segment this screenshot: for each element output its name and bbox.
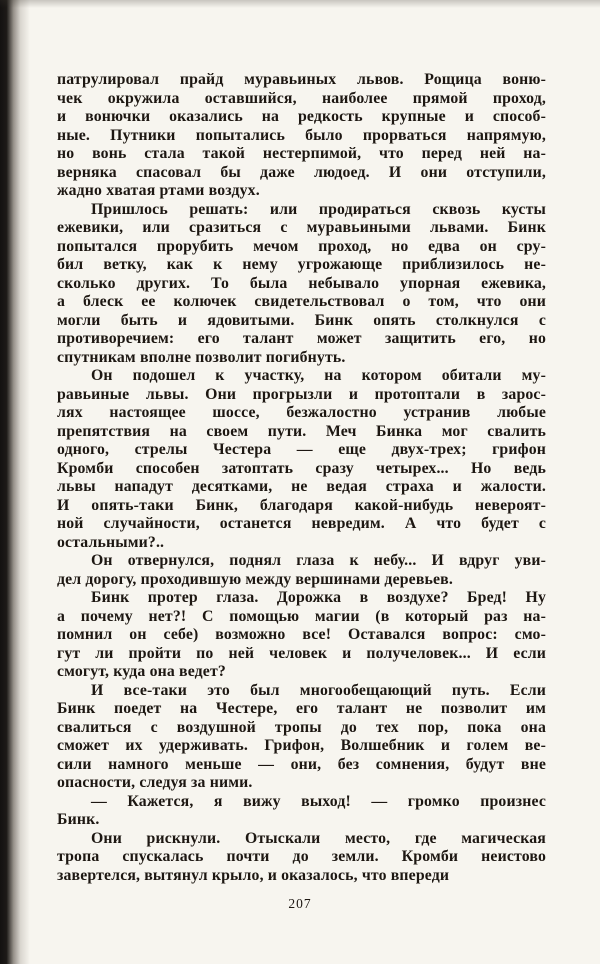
text-line: Они рискнули. Отыскали место, где магическая <box>91 829 546 847</box>
text-line: спутникам вполне позволит погибнуть. <box>57 348 346 366</box>
paragraph <box>57 552 546 589</box>
text-line: дел дорогу, проходившую между вершинами деревьев. <box>57 570 453 588</box>
text-line: и вонючки оказались на редкость крупные и способ- <box>57 108 546 125</box>
scan-top-shadow <box>0 0 600 8</box>
paragraph <box>57 201 546 368</box>
text-line: гут ли пройти по ней человек и получеловек... И если <box>57 644 546 662</box>
text-line: И все-таки это был многообещающий путь. Если <box>91 681 546 699</box>
paragraph <box>57 367 546 552</box>
text-line: смогут, куда она ведет? <box>57 663 226 680</box>
text-line: Кромби способен затоптать сразу четырех... Но ведь <box>57 459 546 477</box>
text-line: остальными?.. <box>57 533 165 551</box>
page-number: 207 <box>288 896 312 911</box>
text-line: сили намного меньше — они, без сомнения, будут вне <box>57 755 546 773</box>
text-line: завертелся, вытянул крыло, и оказалось, что впереди <box>57 866 450 884</box>
text-line: Пришлось решать: или продираться сквозь кусты <box>91 200 546 218</box>
text-line: а почему нет?! С помощью магии (в который раз на- <box>57 607 546 625</box>
text-line: Бинк поедет на Честере, его талант не позволит им <box>57 700 546 717</box>
text-line: могли быть и ядовитыми. Бинк опять столкнулся с <box>57 311 546 329</box>
text-line: чек окружила оставшийся, наиболее прямой проход, <box>57 89 546 107</box>
text-line: Бинк. <box>57 811 100 828</box>
text-line: свалиться с воздушной тропы до тех пор, пока она <box>57 718 546 736</box>
text-line: верняка спасовал бы даже людоед. И они отступили, <box>57 163 546 181</box>
paragraph <box>57 830 546 886</box>
text-line: Бинк протер глаза. Дорожка в воздухе? Бред! Ну <box>91 589 546 606</box>
text-line: патрулировал прайд муравьиных львов. Рощица воню- <box>57 71 546 88</box>
text-line: ные. Путники попытались было прорваться напрямую, <box>57 126 546 144</box>
text-line: одного, стрелы Честера — еще двух-трех; грифон <box>57 441 546 458</box>
paragraph <box>57 682 546 793</box>
text-line: ной случайности, останется невредим. А что будет с <box>57 515 546 532</box>
text-line: лях настоящее шоссе, безжалостно устранив любые <box>57 404 546 421</box>
text-line: львы нападут десятками, не ведая страха и жалости. <box>57 478 546 495</box>
text-line: противоречием: его талант может защитить его, но <box>57 330 546 347</box>
paragraph <box>57 589 546 682</box>
text-line: сколько других. То была небывало упорная ежевика, <box>57 274 546 292</box>
text-line: попытался прорубить мечом проход, но едва он сру- <box>57 237 546 255</box>
text-line: а блеск ее колючек свидетельствовал о том, что они <box>57 293 546 310</box>
text-line: сможет их удерживать. Грифон, Волшебник и голем ве- <box>57 737 546 754</box>
binding-shadow <box>0 0 30 964</box>
paragraph <box>57 793 546 830</box>
text-line: — Кажется, я вижу выход! — громко произнес <box>91 792 546 810</box>
text-line: равьиные львы. Они прогрызли и протоптали в зарос- <box>57 385 546 403</box>
text-line: Он отвернулся, поднял глаза к небу... И вдруг уви- <box>91 552 546 569</box>
text-line: тропа спускалась почти до земли. Кромби неистово <box>57 848 546 865</box>
text-line: И опять-таки Бинк, благодаря какой-нибудь невероят- <box>57 496 546 514</box>
paragraph <box>57 71 546 201</box>
text-block <box>57 71 546 885</box>
text-line: помнил он себе) возможно все! Оставался вопрос: смо- <box>57 626 546 643</box>
text-line: но вонь стала такой нестерпимой, что перед ней на- <box>57 145 546 162</box>
text-line: Он подошел к участку, на котором обитали му- <box>91 367 546 384</box>
text-line: ежевики, или сразиться с муравьиными львами. Бинк <box>57 219 546 236</box>
text-line: опасности, следуя за ними. <box>57 774 253 791</box>
text-line: препятствия на своем пути. Меч Бинка мог свалить <box>57 422 546 440</box>
text-line: бил ветку, как к нему угрожающе приблизилось не- <box>57 256 546 273</box>
text-line: жадно хватая ртами воздух. <box>57 182 260 199</box>
